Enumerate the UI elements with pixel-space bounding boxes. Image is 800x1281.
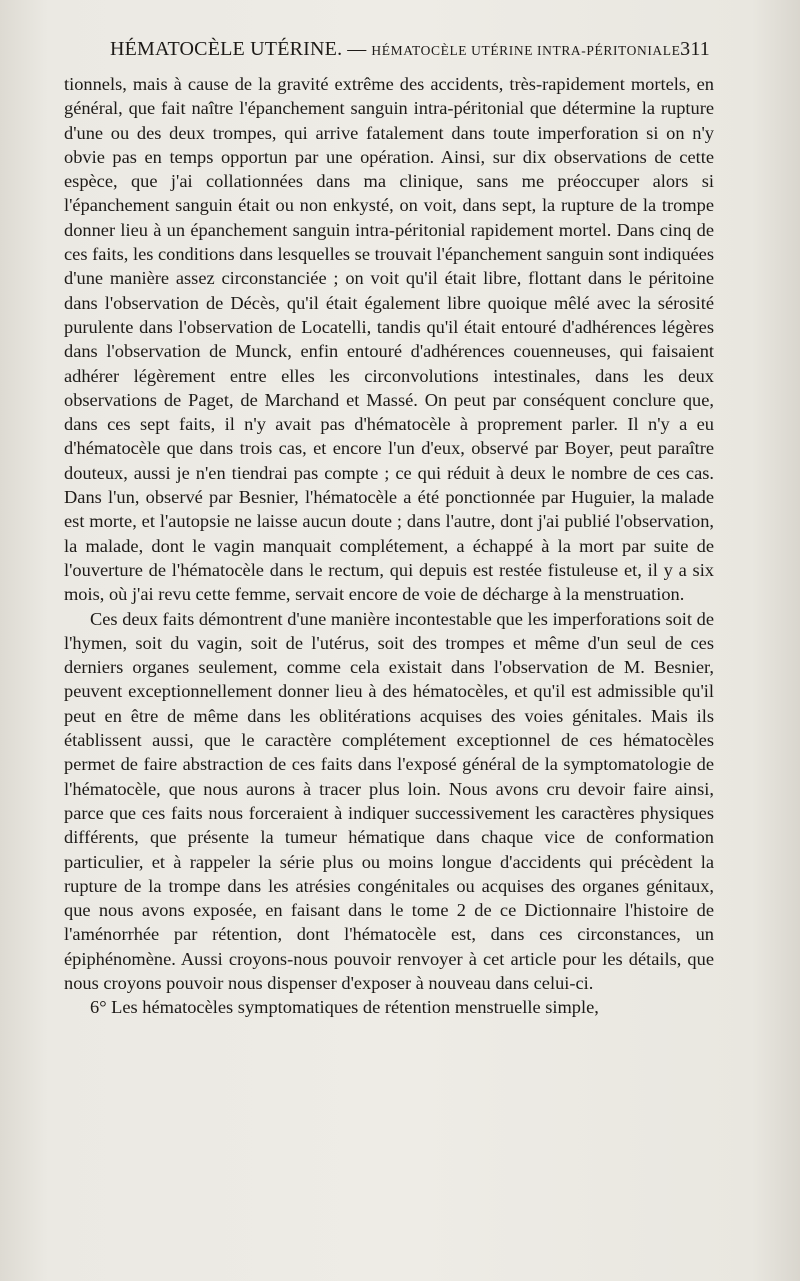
- body-text: [64, 72, 714, 1020]
- page-number: 311: [680, 38, 710, 60]
- header-title: HÉMATOCÈLE UTÉRINE.: [110, 38, 343, 60]
- running-header: [110, 38, 710, 74]
- paragraph-two: Ces deux faits démontrent d'une manière incontestable que les imperforations soit de l'hymen, soit du vagin, soit de l'utérus, soit des trompes et même d'un seul de ces derniers organes seulement, comme cela existait dans l'observation de M. Besnier, peuvent exceptionnellement donner lieu à des hématocèles, et qu'il est admissible qu'il peut en être de même dans les oblitérations acquises des voies génitales. Mais ils établissent aussi, que le caractère complétement exceptionnel de ces hématocèles permet de faire abstraction de ces faits dans l'exposé général de la symptomatologie de l'hématocèle, que nous aurons à tracer plus loin. Nous avons cru devoir faire ainsi, parce que ces faits nous forceraient à indiquer successivement les caractères physiques différents, que présente la tumeur hématique dans chaque vice de conformation particulier, et à rappeler la série plus ou moins longue d'accidents qui précèdent la rupture de la trompe dans les atrésies congénitales ou acquises des organes génitaux, que nous avons exposée, en faisant dans le tome 2 de ce Dictionnaire l'histoire de l'aménorrhée par rétention, dont l'hématocèle est, dans ces circonstances, un épiphénomène. Aussi croyons-nous pouvoir renvoyer à cet article pour les détails, que nous croyons pouvoir nous dispenser d'exposer à nouveau dans celui-ci.: [64, 608, 714, 993]
- paragraph-continuation: tionnels, mais à cause de la gravité extrême des accidents, très-rapidement mortels, en général, que fait naître l'épanchement sanguin intra-péritonial que détermine la rupture d'une ou des deux trompes, qui arrive fatalement dans toute imperforation si on n'y obvie pas en temps opportun par une opération. Ainsi, sur dix observations de cette espèce, que j'ai collationnées dans ma clinique, sans me préoccuper alors si l'épanchement sanguin était ou non enkysté, on voit, dans sept, la rupture de la trompe donner lieu à un épanchement sanguin intra-péritonial rapidement mortel. Dans cinq de ces faits, les conditions dans lesquelles se trouvait l'épanchement sanguin sont indiquées d'une manière assez circonstanciée ; on voit qu'il était libre, flottant dans le péritoine dans l'observation de Décès, qu'il était également libre quoique mêlé avec la sérosité purulente dans l'observation de Locatelli, tandis qu'il était entouré d'adhérences légères dans l'observation de Munck, enfin entouré d'adhérences couenneuses, qui faisaient adhérer légèrement entre elles les circonvolutions intestinales, dans les deux observations de Paget, de Marchand et Massé. On peut par conséquent conclure que, dans ces sept faits, il n'y avait pas d'hématocèle à proprement parler. Il n'y a eu d'hématocèle que dans trois cas, et encore l'un d'eux, observé par Boyer, peut paraître douteux, aussi je n'en tiendrai pas compte ; ce qui réduit à deux le nombre de ces cas. Dans l'un, observé par Besnier, l'hématocèle a été ponctionnée par Huguier, la malade est morte, et l'autopsie ne laisse aucun doute ; dans l'autre, dont j'ai publié l'observation, la malade, dont le vagin manquait complétement, a échappé à la mort par suite de l'ouverture de l'hématocèle dans le rectum, qui depuis est restée fistuleuse et, il y a six mois, où j'ai revu cette femme, servait encore de voie de décharge à la menstruation.: [64, 74, 714, 605]
- paragraph-three: 6° Les hématocèles symptomatiques de rétention menstruelle simple,: [90, 997, 599, 1018]
- header-subtitle: HÉMATOCÈLE UTÉRINE INTRA-PÉRITONIALE.: [371, 43, 685, 58]
- header-separator: —: [342, 39, 372, 60]
